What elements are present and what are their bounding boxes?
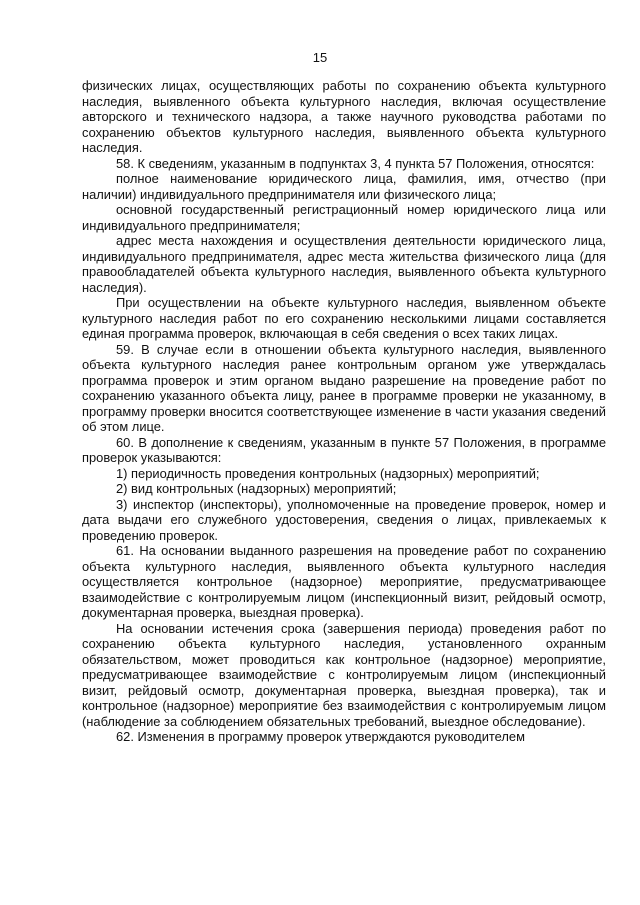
list-item: 1) периодичность проведения контрольных (надзорных) мероприятий; xyxy=(116,465,540,481)
page-number: 15 xyxy=(312,50,328,65)
paragraph-58: 58. К сведениям, указанным в подпунктах 3, 4 пункта 57 Положения, относятся: xyxy=(116,155,595,171)
paragraph: физических лицах, осуществляющих работы по сохранению объекта культурного наследия, выявленного объекта культурного наследия, включая осуществление авторского и технического надзора, а также научного руководства работами по сохранению объектов культурного наследия, выявленного объекта культурного наследия. xyxy=(82,78,606,155)
paragraph-62: 62. Изменения в программу проверок утверждаются руководителем xyxy=(116,729,525,744)
paragraph-59: 59. В случае если в отношении объекта культурного наследия, выявленного объекта культурного наследия ранее контрольным органом уже утверждалась программа проверок и этим органом выдано разрешение на проведение работ по сохранению указанного объекта лицу, ранее в программе проверки не указанному, в программу проверки вносится соответствующее изменение в части указания сведений об этом лице. xyxy=(82,341,606,434)
paragraph-61: 61. На основании выданного разрешения на проведение работ по сохранению объекта культурного наследия, выявленного объекта культурного наследия осуществляется контрольное (надзорное) мероприятие, предусматривающее взаимодействие с контролируемым лицом (инспекционный визит, рейдовый осмотр, документарная проверка, выездная проверка). xyxy=(82,543,606,620)
paragraph: На основании истечения срока (завершения периода) проведения работ по сохранению объекта культурного наследия, установленного охранным обязательством, может проводиться как контрольное (надзорное) мероприятие, предусматривающее взаимодействие с контролируемым лицом (инспекционный визит, рейдовый осмотр, документарная проверка, выездная проверка), так и контрольное (надзорное) мероприятие без взаимодействия с контролируемым лицом (наблюдение за соблюдением обязательных требований, выездное обследование). xyxy=(82,620,606,729)
paragraph-60: 60. В дополнение к сведениям, указанным в пункте 57 Положения, в программе проверок указываются: xyxy=(82,434,606,465)
list-item: 3) инспектор (инспекторы), уполномоченные на проведение проверок, номер и дата выдачи его служебного удостоверения, сведения о лицах, привлекаемых к проведению проверок. xyxy=(82,496,606,543)
paragraph: адрес места нахождения и осуществления деятельности юридического лица, индивидуального предпринимателя, адрес места жительства физического лица (для правообладателей объекта культурного наследия, выявленного объекта культурного наследия). xyxy=(82,233,606,295)
paragraph: основной государственный регистрационный номер юридического лица или индивидуального предпринимателя; xyxy=(82,202,606,233)
list-item: 2) вид контрольных (надзорных) мероприятий; xyxy=(116,481,397,496)
paragraph: полное наименование юридического лица, фамилия, имя, отчество (при наличии) индивидуального предпринимателя или физического лица; xyxy=(82,171,606,202)
document-body xyxy=(82,78,606,745)
paragraph: При осуществлении на объекте культурного наследия, выявленном объекте культурного наследия работ по его сохранению несколькими лицами составляется единая программа проверок, включающая в себя сведения о всех таких лицах. xyxy=(82,295,606,341)
